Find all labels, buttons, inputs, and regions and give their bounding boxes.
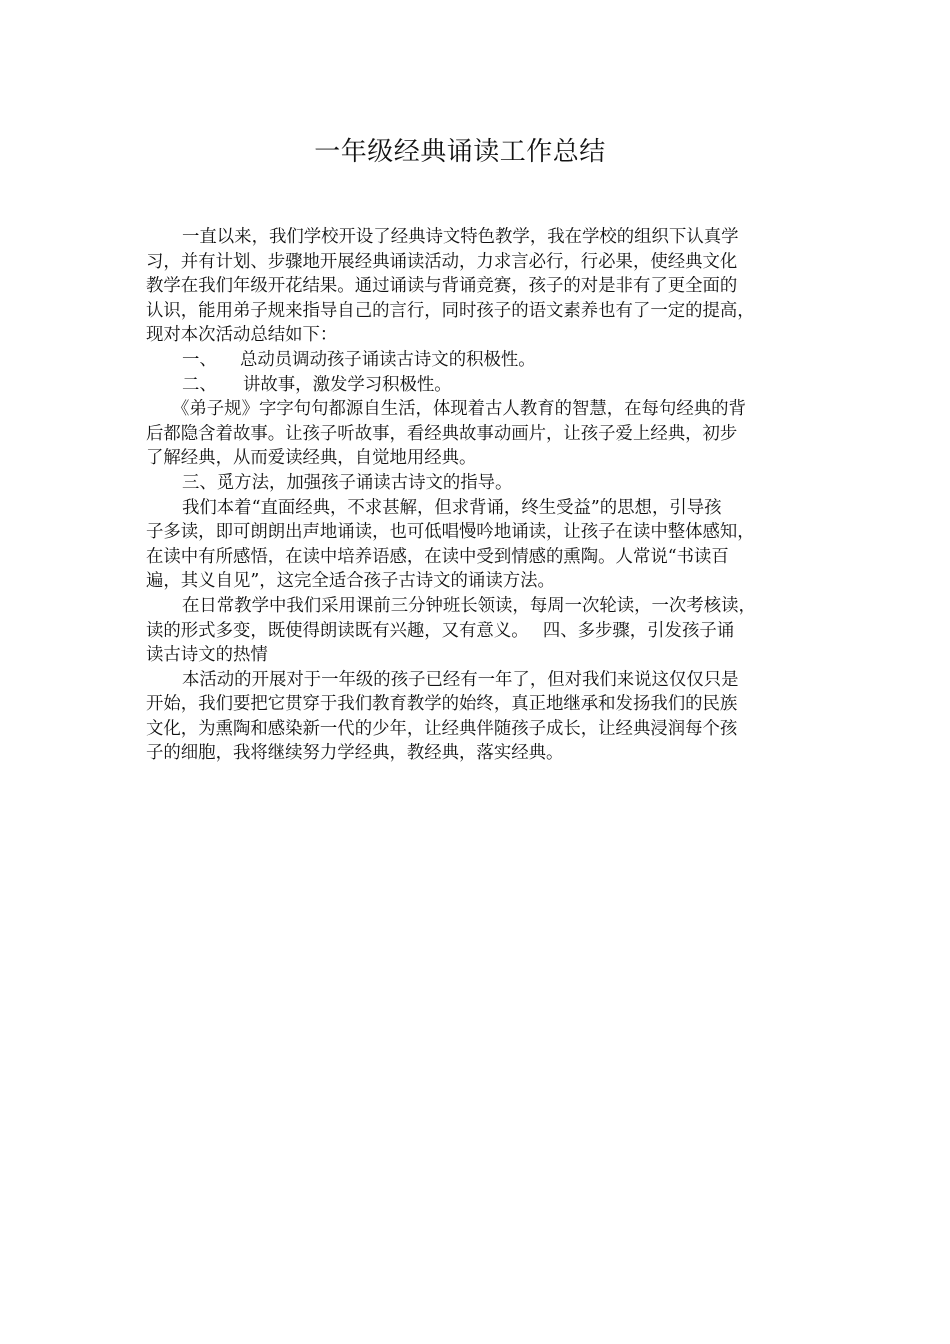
paragraph-line: 读的形式多变，既使得朗读既有兴趣，又有意义。 四、多步骤，引发孩子诵 [146, 620, 735, 641]
paragraph-line: 《弟子规》字字句句都源自生活，体现着古人教育的智慧，在每句经典的背 [172, 399, 746, 420]
paragraph-line: 了解经典，从而爱读经典，自觉地用经典。 [146, 448, 477, 469]
paragraph-line: 习，并有计划、步骤地开展经典诵读活动，力求言必行，行必果，使经典文化 [146, 251, 738, 272]
paragraph-line: 在日常教学中我们采用课前三分钟班长领读，每周一次轮读，一次考核读， [182, 595, 756, 616]
section-heading-3: 三、觅方法，加强孩子诵读古诗文的指导。 [182, 472, 513, 493]
paragraph-line: 教学在我们年级开花结果。通过诵读与背诵竞赛，孩子的对是非有了更全面的 [146, 276, 738, 297]
paragraph-line: 本活动的开展对于一年级的孩子已经有一年了，但对我们来说这仅仅只是 [182, 669, 739, 690]
paragraph-line: 我们本着“直面经典，不求甚解，但求背诵，终生受益”的思想，引导孩 [182, 497, 722, 518]
document-body [146, 225, 822, 766]
paragraph-line: 开始，我们要把它贯穿于我们教育教学的始终，真正地继承和发扬我们的民族 [146, 694, 738, 715]
section-heading-text: 讲故事，激发学习积极性。 [243, 374, 452, 395]
section-heading-text: 总动员调动孩子诵读古诗文的积极性。 [240, 349, 536, 370]
section-heading-1 [146, 348, 822, 373]
paragraph-line: 子多读，即可朗朗出声地诵读，也可低唱慢吟地诵读，让孩子在读中整体感知， [146, 522, 755, 543]
paragraph-line: 一直以来，我们学校开设了经典诗文特色教学，我在学校的组织下认真学 [182, 227, 739, 247]
section-number: 一、 [182, 349, 217, 370]
section-number: 二、 [182, 374, 217, 395]
paragraph-line: 子的细胞，我将继续努力学经典，教经典，落实经典。 [146, 743, 564, 764]
paragraph-line: 遍，其义自见”，这完全适合孩子古诗文的诵读方法。 [146, 571, 555, 592]
paragraph-line: 文化，为熏陶和感染新一代的少年，让经典伴随孩子成长，让经典浸润每个孩 [146, 718, 738, 739]
paragraph-line: 在读中有所感悟，在读中培养语感，在读中受到情感的熏陶。人常说“书读百 [146, 546, 729, 567]
document-title: 一年级经典诵读工作总结 [314, 137, 606, 167]
section-heading-2 [146, 373, 822, 398]
paragraph-line: 读古诗文的热情 [146, 645, 268, 666]
paragraph-line: 现对本次活动总结如下： [146, 325, 338, 346]
paragraph-line: 后都隐含着故事。让孩子听故事，看经典故事动画片，让孩子爱上经典，初步 [146, 423, 738, 444]
paragraph-line: 认识，能用弟子规来指导自己的言行，同时孩子的语文素养也有了一定的提高， [146, 300, 755, 321]
